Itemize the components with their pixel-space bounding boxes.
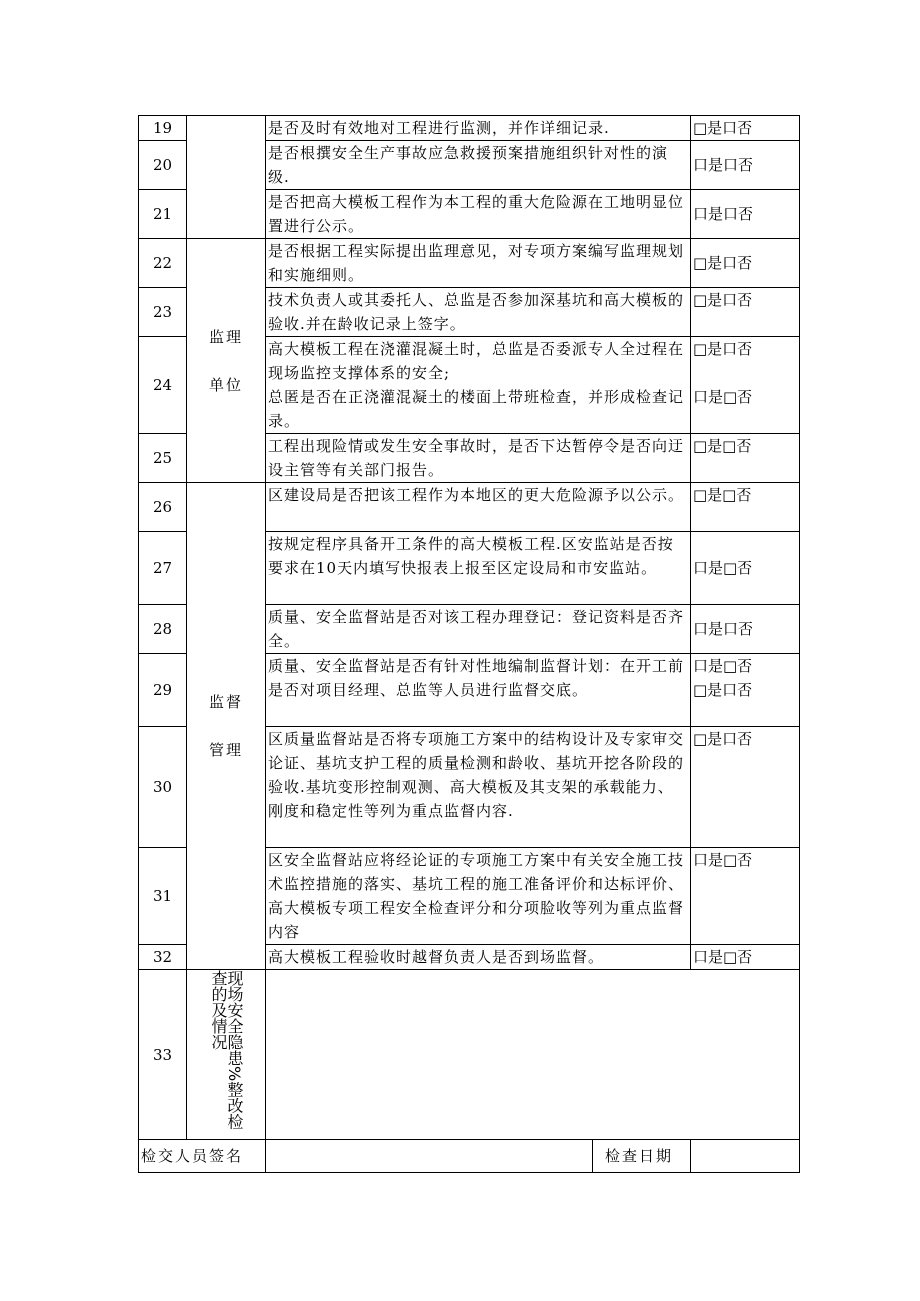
- row-description: 是否及时有效地对工程进行监测，并作详细记录.: [266, 116, 691, 141]
- row-description: 按规定程序具备开工条件的高大模板工程.区安监站是否按要求在10天内填写快报表上报至区定设局和市安监站。: [266, 532, 691, 605]
- table-row: [139, 483, 800, 532]
- row-number: 28: [139, 605, 187, 654]
- table-row: [139, 970, 800, 1140]
- row-number: 30: [139, 727, 187, 848]
- unit-label: 管理: [208, 741, 243, 759]
- unit-oversight: [187, 483, 266, 970]
- footer-row: [139, 1140, 800, 1173]
- yes-no-checkbox[interactable]: 口是□否 □是口否: [691, 654, 800, 727]
- yes-no-checkbox[interactable]: 口是□否: [691, 945, 800, 970]
- row-description: 区质量监督站是否将专项施工方案中的结构设计及专家审交论证、基坑支护工程的质量检测和龄收、基坑开挖各阶段的验收.基坑变形控制观测、高大模板及其支架的承载能力、刚度和稳定性等列为重点监督内容.: [266, 727, 691, 848]
- row-number: 27: [139, 532, 187, 605]
- inspection-date-field[interactable]: [691, 1140, 800, 1173]
- row-description: 是否把高大模板工程作为本工程的重大危险源在工地明显位置进行公示。: [266, 190, 691, 239]
- hazard-rectification-label-cell: [187, 970, 266, 1140]
- row-number: 31: [139, 848, 187, 945]
- row-description: 是否根撰安全生产事故应急救援预案措施组织针对性的演级.: [266, 141, 691, 190]
- row-number: 33: [139, 970, 187, 1140]
- yes-no-checkbox[interactable]: 口是口否: [691, 605, 800, 654]
- yes-no-checkbox[interactable]: 口是口否: [691, 141, 800, 190]
- row-description: 质量、安全监督站是否对该工程办理登记：登记资料是否齐全。: [266, 605, 691, 654]
- row-description: 高大模板工程验收时越督负责人是否到场监督。: [266, 945, 691, 970]
- yes-no-checkbox[interactable]: 口是口否: [691, 190, 800, 239]
- row-number: 21: [139, 190, 187, 239]
- yes-no-checkbox[interactable]: □是口否: [691, 116, 800, 141]
- inspector-signature-field[interactable]: [266, 1140, 593, 1172]
- yes-no-checkbox[interactable]: □是口否: [691, 727, 800, 848]
- yes-no-checkbox[interactable]: □是□否: [691, 434, 800, 483]
- yes-no-checkbox[interactable]: □是口否: [691, 288, 800, 337]
- row-description: 工程出现险情或发生安全事故时，是否下达暂停令是否向迂设主管等有关部门报告。: [266, 434, 691, 483]
- hazard-rectification-content[interactable]: [266, 970, 800, 1140]
- row-description: 质量、安全监督站是否有针对性地编制监督计划：在开工前是否对项目经理、总监等人员进行监督交底。: [266, 654, 691, 727]
- inspection-date-label: 检查日期: [605, 1147, 674, 1165]
- row-description: 是否根据工程实际提出监理意见，对专项方案编写监理规划和实施细则。: [266, 239, 691, 288]
- unit-label: 监督: [208, 693, 243, 711]
- row-number: 22: [139, 239, 187, 288]
- unit-blank: [187, 116, 266, 239]
- row-description: 高大模板工程在浇灌混凝土时，总监是否委派专人全过程在现场监控支撑体系的安全; 总匿是否在正浇灌混凝土的楼面上带班检查，并形成检查记录。: [266, 337, 691, 434]
- inspector-signature-label: 检交人员签名: [139, 1140, 266, 1173]
- table-row: [139, 116, 800, 141]
- unit-label: 监理: [208, 327, 243, 346]
- unit-supervision: [187, 239, 266, 483]
- hazard-rectification-label: 现场安全隐患%整改检查的及情况: [209, 970, 244, 1130]
- yes-no-checkbox[interactable]: □是口否: [691, 239, 800, 288]
- row-description: 区安全监督站应将经论证的专项施工方案中有关安全施工技术监控措施的落实、基坑工程的施工准备评价和达标评价、高大模板专项工程安全检查评分和分项脸收等列为重点监督内容: [266, 848, 691, 945]
- row-description: 技术负责人或其委托人、总监是否参加深基坑和高大模板的验收.并在龄收记录上签字。: [266, 288, 691, 337]
- yes-no-checkbox[interactable]: □是□否: [691, 483, 800, 532]
- row-number: 25: [139, 434, 187, 483]
- row-number: 20: [139, 141, 187, 190]
- yes-no-checkbox[interactable]: □是口否 口是□否: [691, 337, 800, 434]
- row-number: 24: [139, 337, 187, 434]
- yes-no-checkbox[interactable]: 口是□否: [691, 532, 800, 605]
- inspection-table: [138, 115, 800, 1173]
- row-number: 29: [139, 654, 187, 727]
- row-number: 26: [139, 483, 187, 532]
- table-row: [139, 239, 800, 288]
- row-description: 区建设局是否把该工程作为本地区的更大危险源予以公示。: [266, 483, 691, 532]
- row-number: 19: [139, 116, 187, 141]
- yes-no-checkbox[interactable]: 口是□否: [691, 848, 800, 945]
- row-number: 32: [139, 945, 187, 970]
- signature-date-cell: [266, 1140, 691, 1173]
- row-number: 23: [139, 288, 187, 337]
- unit-label: 单位: [208, 375, 243, 394]
